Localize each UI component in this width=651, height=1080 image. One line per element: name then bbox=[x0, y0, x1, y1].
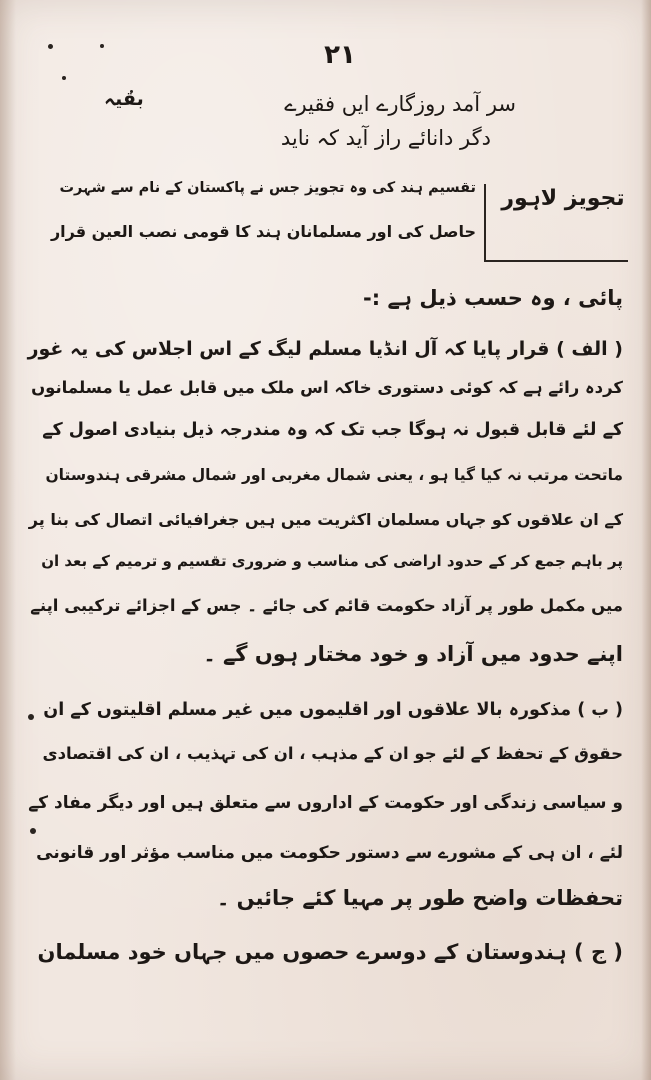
text-line: حقوق کے تحفظ کے لئے جو ان کے مذہب ، ان کی تہذیب ، ان کی اقتصادی bbox=[42, 744, 623, 763]
text-line: ( ج ) ہندوستان کے دوسرے حصوں میں جہاں خود مسلمان bbox=[37, 940, 623, 964]
ink-speck bbox=[100, 44, 104, 48]
page-edge-shadow-left bbox=[0, 0, 16, 1080]
text-line: ( الف ) قرار پایا کہ آل انڈیا مسلم لیگ کے اس اجلاس کی یہ غور bbox=[27, 338, 623, 360]
text-line: لئے ، ان ہی کے مشورے سے دستور حکومت میں مناسب مؤثر اور قانونی bbox=[36, 843, 623, 863]
page-edge-shadow-right bbox=[641, 0, 651, 1080]
margin-heading: تجویز لاہور bbox=[501, 186, 625, 211]
text-line: کے لئے قابل قبول نہ ہوگا جب تک کہ وہ مندرجہ ذیل بنیادی اصول کے bbox=[42, 420, 623, 440]
text-line: پر باہم جمع کر کے حدود اراضی کی مناسب و ضروری تقسیم و ترمیم کے بعد ان bbox=[41, 552, 623, 570]
text-line: و سیاسی زندگی اور حکومت کے اداروں سے متعلق ہیں اور دیگر مفاد کے bbox=[28, 793, 623, 813]
poem-verse: سر آمد روزگارے ایں فقیرے bbox=[284, 92, 516, 116]
text-line: پائی ، وہ حسب ذیل ہے :- bbox=[363, 286, 623, 310]
text-line: تقسیم ہند کی وہ تجویز جس نے پاکستان کے نام سے شہرت bbox=[59, 180, 476, 196]
page-number: ۲۱ bbox=[324, 40, 356, 70]
ink-speck bbox=[48, 44, 53, 49]
text-line: ( ب ) مذکورہ بالا علاقوں اور اقلیموں میں غیر مسلم اقلیتوں کے ان bbox=[43, 700, 623, 720]
continuation-mark: بقیہ bbox=[104, 88, 144, 110]
text-line: تحفظات واضح طور پر مہیا کئے جائیں ۔ bbox=[217, 886, 623, 910]
text-line: حاصل کی اور مسلمانان ہند کا قومی نصب العین قرار bbox=[50, 222, 476, 241]
poem-verse: دگر دانائے راز آید کہ ناید bbox=[280, 126, 491, 150]
text-line: میں مکمل طور پر آزاد حکومت قائم کی جائے ۔ جس کے اجزائے ترکیبی اپنے bbox=[30, 596, 623, 615]
text-line: کے ان علاقوں کو جہاں مسلمان اکثریت میں ہیں جغرافیائی اتصال کی بنا پر bbox=[28, 510, 623, 529]
ink-speck bbox=[62, 76, 66, 80]
text-line: اپنے حدود میں آزاد و خود مختار ہوں گے ۔ bbox=[203, 642, 623, 666]
text-line: ماتحت مرتب نہ کیا گیا ہو ، یعنی شمال مغربی اور شمال مشرقی ہندوستان bbox=[45, 466, 623, 484]
ink-speck bbox=[28, 714, 34, 720]
ink-speck bbox=[30, 828, 36, 834]
text-line: کردہ رائے ہے کہ کوئی دستوری خاکہ اس ملک میں قابل عمل یا مسلمانوں bbox=[31, 378, 623, 397]
